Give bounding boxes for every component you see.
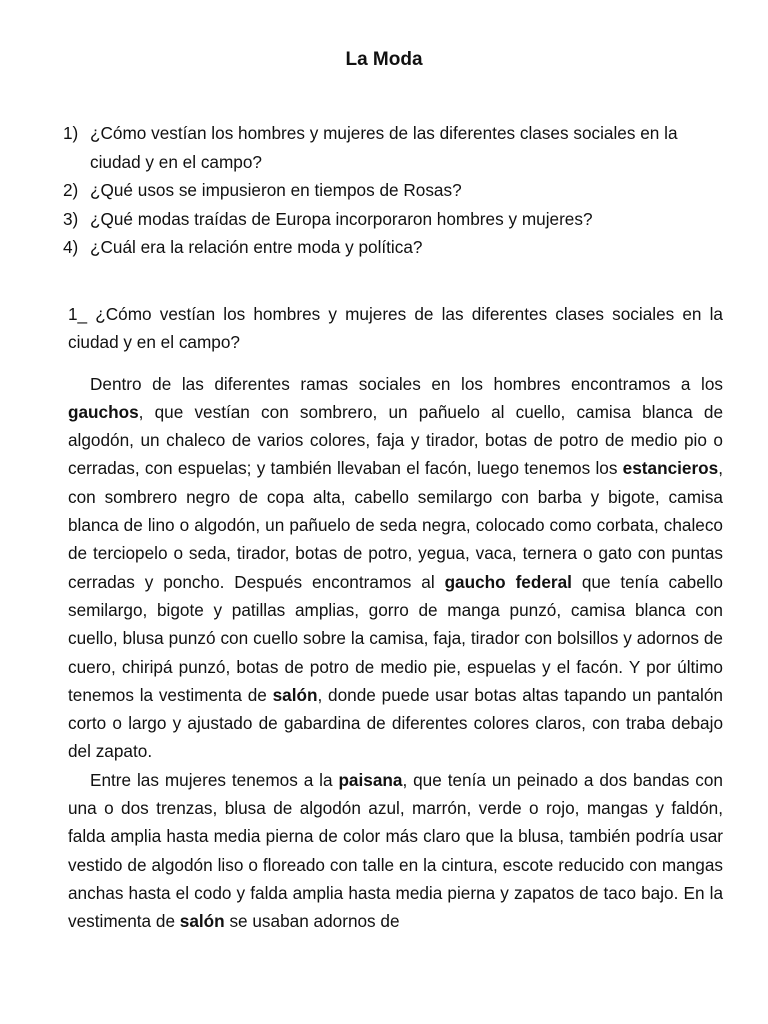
paragraph-text: , donde puede usar botas altas tapando un pantalón corto o largo y ajustado de gabardina de diferentes colores claros, con traba debajo del zapato.	[68, 684, 723, 762]
question-number: 3)	[63, 208, 79, 229]
question-text: ¿Qué usos se impusieron en tiempos de Rosas?	[90, 180, 462, 200]
paragraph-text: , que tenía un peinado a dos bandas con una o dos trenzas, blusa de algodón azul, marrón, verde o rojo, mangas y faldón, falda amplia hasta media pierna de color más claro que la blusa, también podría usar vestido de algodón liso o floreado con talle en la cintura, escote reducido con mangas anchas hasta el codo y falda amplia hasta media pierna y zapatos de taco bajo. En la vestimenta de	[68, 769, 723, 932]
paragraph-text: se usaban adornos de	[224, 911, 400, 932]
question-list	[63, 119, 723, 262]
bold-term-gaucho-federal: gaucho federal	[444, 571, 572, 592]
bold-term-salon: salón	[179, 911, 225, 932]
bold-term-estancieros: estancieros	[622, 458, 719, 479]
bold-term-paisana: paisana	[338, 769, 403, 790]
question-item	[63, 119, 723, 176]
question-number: 4)	[63, 237, 79, 257]
question-item	[63, 176, 723, 205]
question-number: 2)	[63, 180, 79, 200]
paragraph-men	[68, 370, 723, 766]
paragraph-text: que tenía cabello semilargo, bigote y patillas amplias, gorro de manga punzó, camisa blanca con cuello, blusa punzó con cuello sobre la camisa, faja, tirador con bolsillos y adornos de cuero, chiripá punzó, botas de potro de medio pie, espuelas y el facón. Y por último tenemos la vestimenta de	[68, 571, 723, 705]
question-text: ¿Cómo vestían los hombres y mujeres de las diferentes clases sociales en la ciudad y en el campo?	[90, 123, 678, 172]
paragraph-text: Dentro de las diferentes ramas sociales en los hombres encontramos a los	[90, 373, 723, 394]
page-title: La Moda	[345, 49, 423, 70]
question-text: ¿Cuál era la relación entre moda y política?	[90, 237, 423, 257]
answer-section	[68, 300, 723, 936]
question-text: ¿Qué modas traídas de Europa incorporaron hombres y mujeres?	[90, 208, 593, 229]
paragraph-text: , con sombrero negro de copa alta, cabello semilargo con barba y bigote, camisa blanca de lino o algodón, un pañuelo de seda negra, colocado como corbata, chaleco de terciopelo o seda, tirador, botas de potro, yegua, vaca, ternera o gato con puntas cerradas y poncho. Después encontramos al	[68, 458, 723, 592]
bold-term-gauchos: gauchos	[68, 401, 139, 422]
paragraph-women	[68, 766, 723, 936]
paragraph-text: Entre las mujeres tenemos a la	[90, 769, 339, 790]
question-item	[63, 233, 723, 262]
bold-term-salon: salón	[272, 684, 318, 705]
question-item	[63, 205, 723, 234]
paragraph-text: , que vestían con sombrero, un pañuelo al cuello, camisa blanca de algodón, un chaleco de varios colores, faja y tirador, botas de potro de medio pio o cerradas, con espuelas; y también llevaban el facón, luego tenemos los	[68, 401, 723, 479]
question-number: 1)	[63, 123, 79, 143]
section-heading: 1_ ¿Cómo vestían los hombres y mujeres de las diferentes clases sociales en la ciudad y en el campo?	[68, 304, 723, 353]
